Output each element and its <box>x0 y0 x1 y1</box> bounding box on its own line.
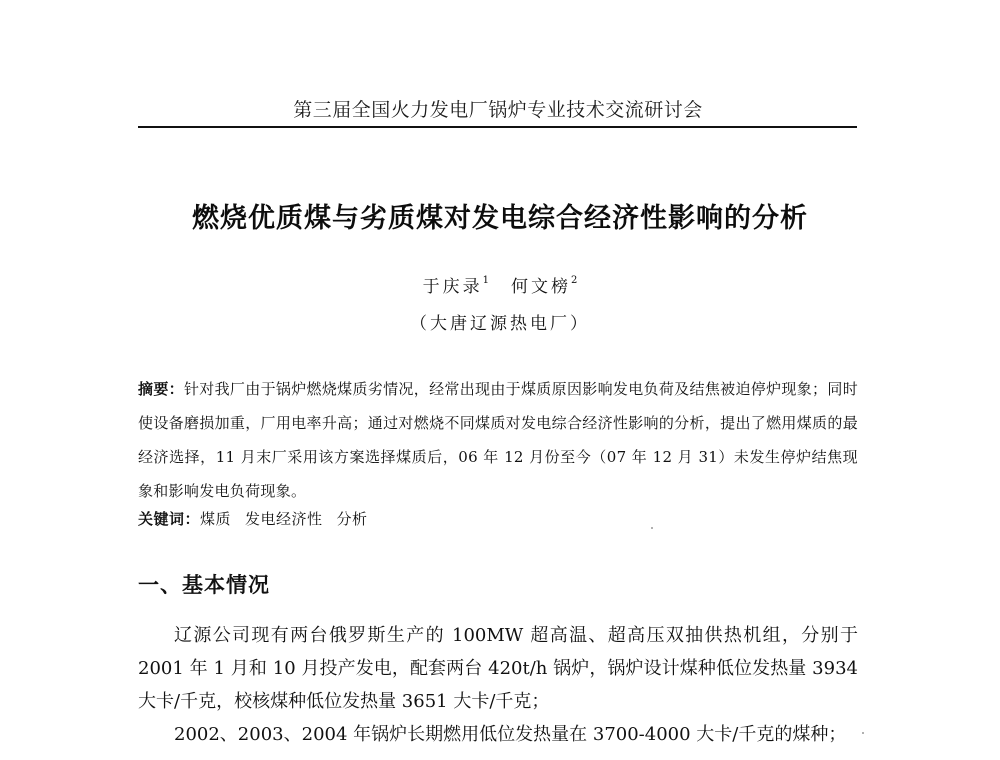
conference-header: 第三届全国火力发电厂锅炉专业技术交流研讨会 <box>293 99 703 121</box>
keyword: 煤质 <box>200 510 232 528</box>
keywords <box>138 508 858 529</box>
author-line <box>300 272 700 297</box>
keywords-label: 关键词： <box>138 510 201 528</box>
keyword: 发电经济性 <box>245 510 323 528</box>
abstract-text: 针对我厂由于锅炉燃烧煤质劣情况，经常出现由于煤质原因影响发电负荷及结焦被迫停炉现象；同时使设备磨损加重，厂用电率升高；通过对燃烧不同煤质对发电综合经济性影响的分析，提出了燃用煤质的最经济选择，11 月末厂采用该方案选择煤质后，06 年 12 月份至今（07 年 12 月 31）未发生停炉结焦现象和影响发电负荷现象。 <box>138 380 858 500</box>
body-paragraph: 2002、2003、2004 年锅炉长期燃用低位发热量在 3700-4000 大卡/千克的煤种； <box>174 724 847 745</box>
scan-speck <box>651 527 653 529</box>
abstract <box>138 372 858 508</box>
scan-speck <box>862 732 864 734</box>
section-body <box>138 619 858 751</box>
body-paragraph: 辽源公司现有两台俄罗斯生产的 100MW 超高温、超高压双抽供热机组，分别于 2001 年 1 月和 10 月投产发电，配套两台 420t/h 锅炉，锅炉设计煤种低位发热量 3934 大卡/千克，校核煤种低位发热量 3651 大卡/千克； <box>138 625 858 712</box>
section-heading: 一、基本情况 <box>138 573 270 597</box>
author-affiliation-mark: 1 <box>482 275 489 286</box>
header-rule <box>138 126 857 128</box>
author-name: 于庆录 <box>422 277 483 297</box>
affiliation: （大唐辽源热电厂） <box>410 314 590 334</box>
author-name: 何文榜 <box>511 277 571 297</box>
abstract-label: 摘要： <box>138 380 184 398</box>
author-affiliation-mark: 2 <box>571 275 578 286</box>
keyword: 分析 <box>336 510 368 528</box>
paper-title: 燃烧优质煤与劣质煤对发电综合经济性影响的分析 <box>192 203 808 234</box>
